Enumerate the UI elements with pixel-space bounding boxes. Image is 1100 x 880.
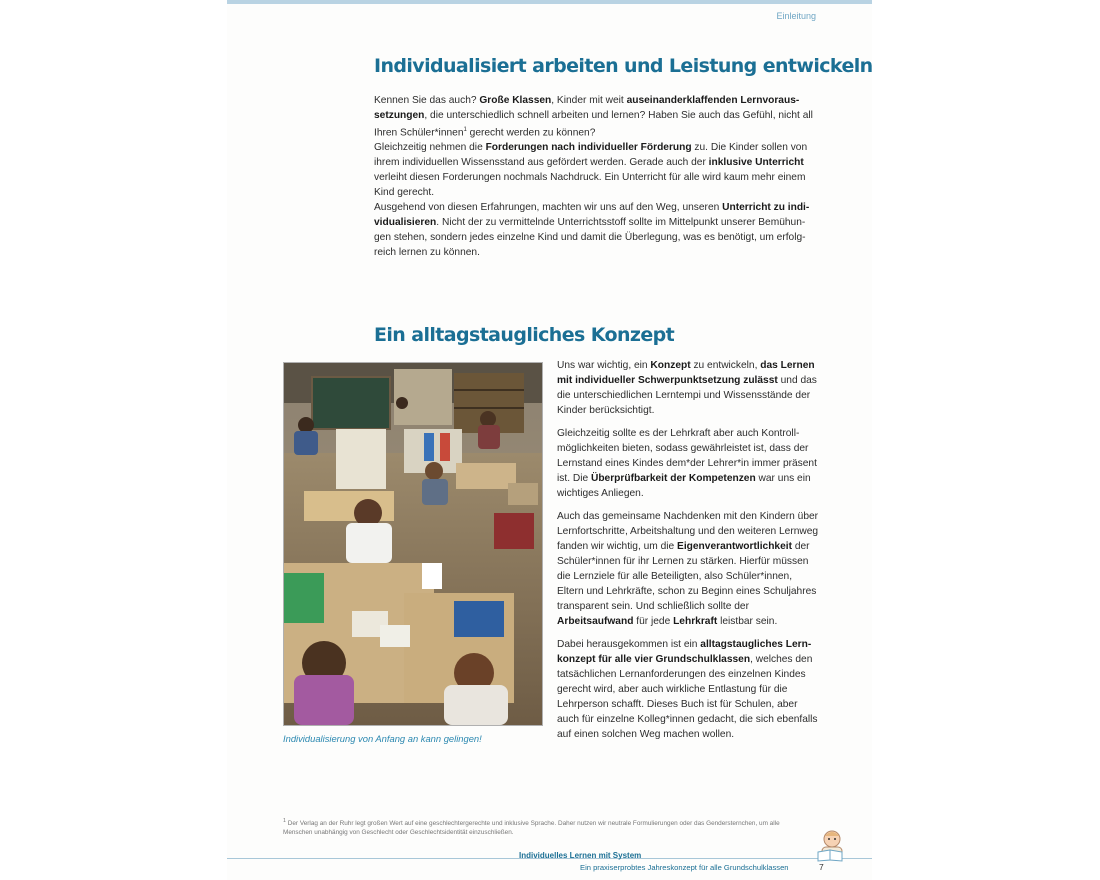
classroom-photo-illustration — [284, 363, 542, 725]
page-number: 7 — [819, 862, 824, 872]
bold-phrase: Unterricht zu individualisieren — [374, 202, 810, 229]
text-run: verleiht diesen Forderungen nochmals Nachdruck. Ein Unterricht für alle wird kaum mehr einem Kind gerecht. — [374, 172, 806, 199]
text-run: , die unterschiedlich schnell arbeiten und lernen? Haben Sie auch das Gefühl, nicht all Ihren Schüler*innen — [374, 110, 813, 139]
intro-paragraph-2 — [374, 140, 816, 200]
footnote-reference: 1 — [463, 127, 467, 133]
intro-paragraph-3 — [374, 200, 816, 260]
concept-paragraph-3 — [557, 509, 819, 629]
text-run: für jede — [633, 616, 674, 627]
bold-phrase: inklusive Unterricht — [708, 157, 804, 169]
footer-book-title: Individuelles Lernen mit System — [519, 851, 642, 860]
text-run: . Nicht der zu vermittelnde Unterrichtsstoff sollte im Mittelpunkt unserer Bemühungen stehen, sondern jedes einzelne Kind und damit die Überlegung, was es benötigt, um erfolgreich lernen zu können. — [374, 217, 806, 259]
concept-paragraph-1 — [557, 358, 819, 418]
bold-phrase: Arbeitsaufwand — [557, 616, 634, 627]
text-run: Ausgehend von diesen Erfahrungen, machten wir uns auf den Weg, unseren — [374, 202, 723, 214]
bold-phrase: Große Klassen — [479, 95, 552, 106]
bold-phrase: auseinanderklaffenden Lernvoraussetzungen — [374, 95, 800, 121]
text-run: Gleichzeitig sollte es der Lehrkraft aber auch Kontrollmöglichkeiten bieten, sodass gewährleistet ist, dass der Lernstand eines Kindes dem*der Lehrer*in immer präsent ist. Die — [557, 428, 817, 484]
section-heading-individualisiert: Individualisiert arbeiten und Leistung entwickeln — [374, 55, 873, 77]
bold-phrase: Konzept — [650, 360, 691, 371]
text-run: Dabei herausgekommen ist ein — [557, 639, 701, 650]
footnote — [283, 817, 783, 837]
reading-child-mascot-icon — [812, 828, 848, 864]
bold-phrase: das Lernen mit individueller Schwerpunktsetzung zulässt — [557, 360, 815, 386]
bold-phrase: Überprüfbarkeit der Kompetenzen — [590, 473, 756, 484]
concept-text-column — [557, 358, 819, 750]
text-run: leistbar sein. — [717, 616, 778, 627]
text-run: zu entwickeln, — [690, 360, 761, 371]
text-run: Gleichzeitig nehmen die — [374, 142, 486, 154]
running-header: Einleitung — [776, 11, 816, 21]
footer-book-subtitle: Ein praxiserprobtes Jahreskonzept für alle Grundschulklassen — [580, 863, 789, 872]
text-run: Uns war wichtig, ein — [557, 360, 651, 371]
section-heading-konzept: Ein alltagstaugliches Konzept — [374, 324, 675, 346]
text-run: , Kinder mit weit — [551, 95, 627, 106]
text-run: Kennen Sie das auch? — [374, 95, 480, 106]
bold-phrase: alltagstaugliches Lernkonzept für alle vier Grundschulklassen — [557, 639, 812, 665]
text-run: der Schüler*innen für ihr Lernen zu stärken. Hierfür müssen die Lernziele für alle Beteiligten, also Schüler*innen, Eltern und Lehrkräfte, schon zu Beginn eines Schuljahres transparent sein. Und schließlich sollte der — [557, 541, 817, 612]
concept-paragraph-4 — [557, 637, 819, 742]
concept-paragraph-2 — [557, 426, 819, 501]
text-run: und das die unterschiedlichen Lerntempi und Wissensstände der Kinder berücksichtigt. — [557, 375, 817, 416]
intro-paragraph-1 — [374, 93, 816, 140]
text-run: war uns ein wichtiges Anliegen. — [557, 473, 811, 499]
intro-text-block — [374, 93, 816, 260]
footnote-text: Der Verlag an der Ruhr legt großen Wert auf eine geschlechtergerechte und inklusive Sprache. Daher nutzen wir neutrale Formulierungen oder das Gendersternchen, um alle Menschen unabhängig von Geschlecht oder Geschlechtsidentität einzuschließen. — [283, 820, 780, 837]
text-run: Auch das gemeinsame Nachdenken mit den Kindern über Lernfortschritte, Arbeitshaltung und den weiteren Lernweg fanden wir wichtig, um die — [557, 511, 819, 552]
text-run: , welches den tatsächlichen Lernanforderungen des einzelnen Kindes gerecht wird, aber auch wirkliche Entlastung für die Lehrperson schafft. Dieses Buch ist für Schulen, aber auch für einzelne Kolleg*innen gedacht, die sich ebenfalls auf einen solchen Weg machen wollen. — [557, 654, 818, 740]
text-run: gerecht werden zu können? — [466, 127, 596, 139]
photo-caption: Individualisierung von Anfang an kann gelingen! — [283, 733, 482, 744]
text-run: zu. Die Kinder sollen von ihrem individuellen Wissensstand aus gefördert werden. Gerade auch der — [374, 142, 808, 169]
bold-phrase: Lehrkraft — [673, 616, 718, 627]
classroom-photo — [283, 362, 543, 726]
top-color-bar — [227, 0, 872, 4]
bold-phrase: Forderungen nach individueller Förderung — [485, 142, 692, 154]
footnote-mark: 1 — [283, 818, 286, 824]
bold-phrase: Eigenverantwortlichkeit — [677, 541, 792, 552]
